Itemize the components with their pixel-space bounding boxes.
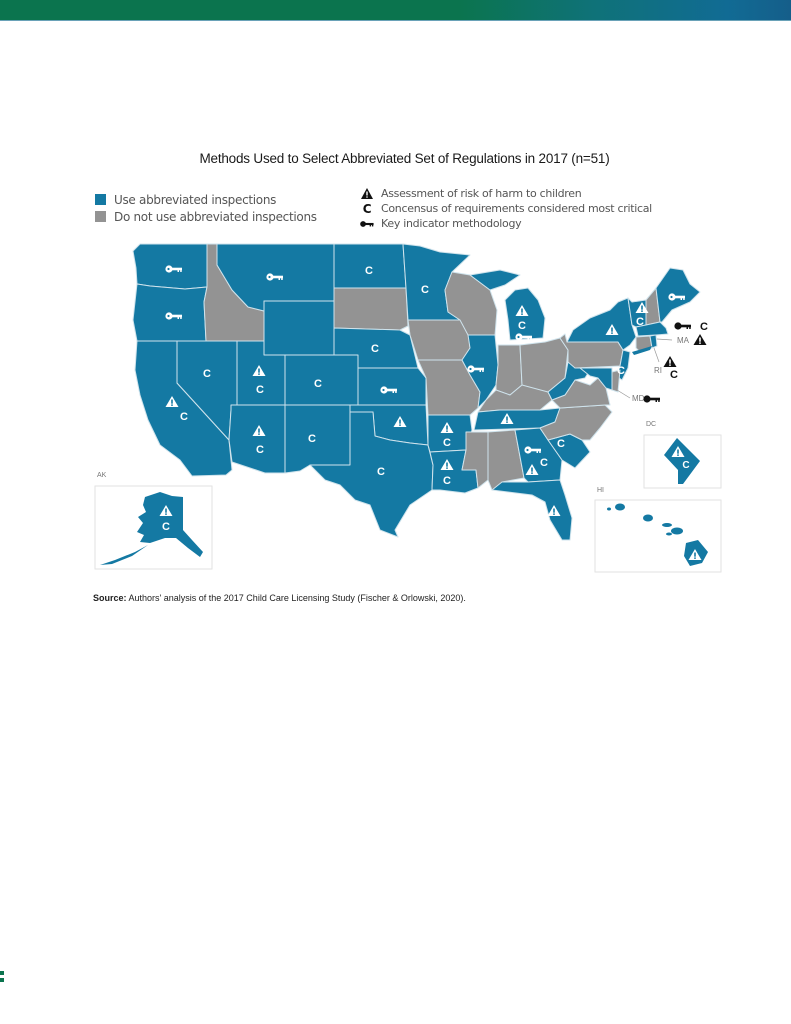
svg-text:C: C <box>518 320 526 332</box>
key-icon-md <box>643 395 660 402</box>
inset-dc <box>644 435 721 488</box>
state-ia <box>408 320 470 360</box>
svg-text:C: C <box>308 433 316 445</box>
svg-text:C: C <box>617 365 625 377</box>
source-note <box>93 593 466 603</box>
svg-text:C: C <box>371 343 379 355</box>
callout-label-md: MD <box>632 394 645 403</box>
svg-text:C: C <box>421 284 429 296</box>
state-ny <box>567 298 636 350</box>
svg-text:C: C <box>700 321 708 333</box>
inset-ak <box>95 486 212 569</box>
legend-label: Concensus of requirements considered most critical <box>381 202 652 215</box>
state-wy <box>264 301 334 355</box>
inset-label-hi: HI <box>597 487 604 494</box>
svg-text:C: C <box>314 378 322 390</box>
svg-text:C: C <box>377 466 385 478</box>
svg-text:C: C <box>636 316 644 328</box>
svg-text:C: C <box>443 475 451 487</box>
callout-label-ri: RI <box>654 366 662 375</box>
svg-text:C: C <box>256 444 264 456</box>
svg-text:C: C <box>256 384 264 396</box>
svg-text:C: C <box>682 460 690 471</box>
state-sd <box>334 288 408 330</box>
svg-text:C: C <box>203 368 211 380</box>
source-text: Authors' analysis of the 2017 Child Care Licensing Study (Fischer & Orlowski, 2020). <box>126 593 466 603</box>
state-nm <box>285 405 350 473</box>
warning-icon-ma <box>694 334 707 345</box>
figure-title: Methods Used to Select Abbreviated Set of Regulations in 2017 (n=51) <box>199 151 610 166</box>
svg-text:C: C <box>365 265 373 277</box>
state-in <box>496 345 522 395</box>
page-corner-mark <box>0 971 4 983</box>
svg-text:C: C <box>162 521 170 533</box>
legend-label: Use abbreviated inspections <box>114 192 277 207</box>
svg-text:C: C <box>670 369 678 381</box>
svg-text:C: C <box>443 437 451 449</box>
state-fl <box>492 480 572 540</box>
key-icon-ma <box>674 322 691 329</box>
state-az <box>229 405 285 473</box>
legend-label: Do not use abbreviated inspections <box>114 209 317 224</box>
legend-label: Assessment of risk of harm to children <box>381 187 582 200</box>
inset-label-dc: DC <box>646 421 657 428</box>
inset-hi <box>595 500 721 572</box>
warning-icon-ri <box>664 356 677 367</box>
source-label: Source: <box>93 593 127 603</box>
state-ks <box>358 368 426 405</box>
legend-label: Key indicator methodology <box>381 217 522 230</box>
svg-text:C: C <box>557 438 565 450</box>
svg-text:C: C <box>540 457 548 469</box>
svg-text:C: C <box>180 411 188 423</box>
state-or <box>133 284 207 341</box>
callout-label-ma: MA <box>677 336 689 345</box>
state-me <box>656 268 700 322</box>
inset-label-ak: AK <box>97 472 107 479</box>
c-letter-icon: C <box>362 201 372 216</box>
